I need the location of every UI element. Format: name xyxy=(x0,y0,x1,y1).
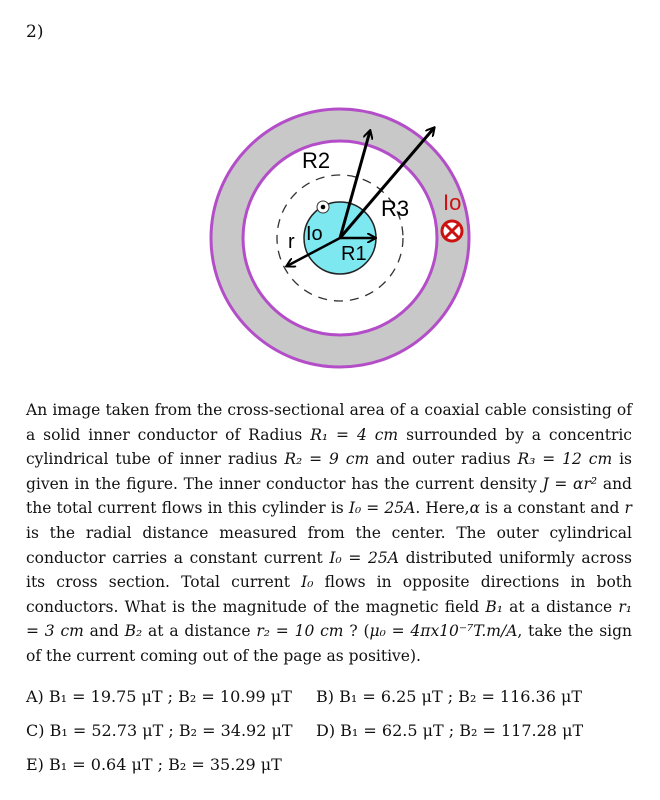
problem-text: surrounded by a concentric cylindrical tube of inner radius xyxy=(26,425,632,469)
problem-math: r xyxy=(624,499,632,518)
label-io-inner: Io xyxy=(306,223,323,245)
problem-math: B₂ xyxy=(124,622,143,641)
label-r2: R2 xyxy=(302,148,331,173)
coaxial-cable-figure xyxy=(200,98,480,378)
problem-math: r₁ = 3 cm xyxy=(26,597,632,641)
problem-statement xyxy=(26,398,632,669)
problem-text: ? ( xyxy=(343,622,370,641)
out-of-page-dot xyxy=(321,205,326,210)
problem-text: An image taken from the cross-sectional area of a coaxial cable consisting of a solid inner conductor of Radius xyxy=(26,401,632,444)
problem-text: and the total current flows in this cylinder is xyxy=(26,474,632,518)
problem-math: μ₀ = 4πx10⁻⁷T.m/A xyxy=(369,622,518,641)
problem-math: J = αr² xyxy=(542,474,598,493)
problem-text: is a constant and xyxy=(480,499,625,518)
label-r: r xyxy=(288,231,295,253)
problem-text: is given in the figure. The inner conductor has the current density xyxy=(26,450,632,493)
problem-text: . Here, xyxy=(415,499,470,518)
problem-text: at a distance xyxy=(502,597,619,616)
label-io-outer: Io xyxy=(443,190,462,215)
problem-math: B₁ xyxy=(485,597,503,616)
problem-math: I₀ xyxy=(301,573,314,592)
label-r1: R1 xyxy=(341,243,367,265)
option-e[interactable]: E) B₁ = 0.64 μT ; B₂ = 35.29 μT xyxy=(26,755,282,774)
problem-text: and outer radius xyxy=(369,450,518,469)
question-number: 2) xyxy=(26,22,44,42)
problem-math: I₀ = 25A xyxy=(348,499,416,518)
options-row-3 xyxy=(26,748,646,782)
problem-text: distributed uniformly across its cross section. Total current xyxy=(26,548,632,592)
problem-math: R₁ = 4 cm xyxy=(310,425,399,444)
options-row-2 xyxy=(26,714,646,748)
problem-text: flows in opposite directions in both conductors. What is the magnitude of the magnetic field xyxy=(26,573,633,616)
option-b[interactable]: B) B₁ = 6.25 μT ; B₂ = 116.36 μT xyxy=(316,687,583,706)
option-c[interactable]: C) B₁ = 52.73 μT ; B₂ = 34.92 μT xyxy=(26,721,293,740)
problem-math: α xyxy=(469,499,481,518)
problem-math: I₀ = 25A xyxy=(329,548,399,567)
problem-text: at a distance xyxy=(142,622,257,641)
answer-options xyxy=(26,680,646,782)
problem-text: is the radial distance measured from the center. The outer cylindrical conductor carries a constant current xyxy=(26,523,632,567)
option-d[interactable]: D) B₁ = 62.5 μT ; B₂ = 117.28 μT xyxy=(316,721,584,740)
problem-math: r₂ = 10 cm xyxy=(256,622,344,641)
coaxial-cable-diagram xyxy=(200,98,480,378)
problem-text: and xyxy=(83,622,125,641)
option-a[interactable]: A) B₁ = 19.75 μT ; B₂ = 10.99 μT xyxy=(26,687,292,706)
options-row-1 xyxy=(26,680,646,714)
problem-text: , take the sign of the current coming out of the page as positive). xyxy=(26,622,633,665)
problem-math: R₂ = 9 cm xyxy=(284,450,370,469)
problem-math: R₃ = 12 cm xyxy=(517,450,613,469)
label-r3: R3 xyxy=(381,196,410,221)
